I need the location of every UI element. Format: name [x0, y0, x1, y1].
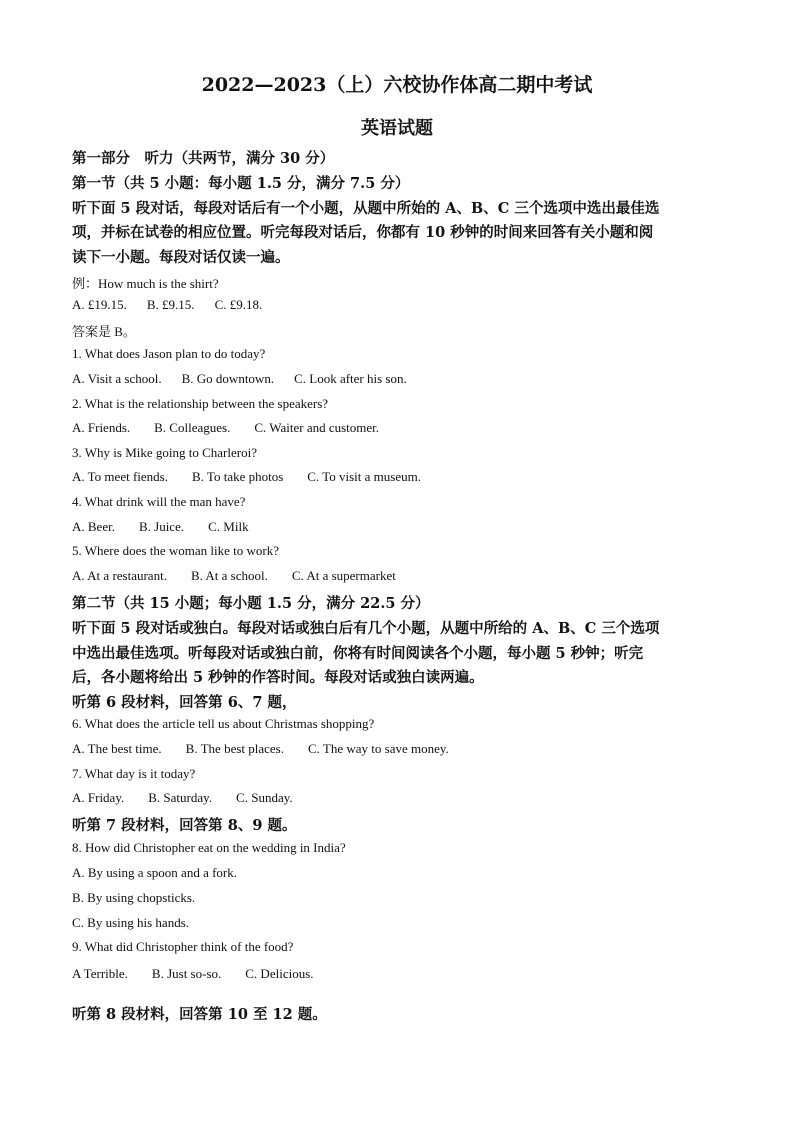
part1-heading: 第一部分 听力（共两节，满分 30 分）: [72, 150, 335, 167]
example-question: 例：How much is the shirt?: [72, 276, 219, 291]
question-5: 5. Where does the woman like to work?: [72, 543, 279, 558]
question-2: 2. What is the relationship between the speakers?: [72, 396, 329, 411]
question-8-option-b: B. By using chopsticks.: [72, 890, 196, 905]
question-8-option-c: C. By using his hands.: [72, 915, 190, 930]
question-1: 1. What does Jason plan to do today?: [72, 346, 266, 361]
option-b: B. Go downtown.: [181, 371, 275, 386]
option-c: C. Look after his son.: [294, 371, 407, 386]
option-a: A. Friends.: [72, 420, 131, 435]
option-b: B. Saturday.: [148, 790, 213, 805]
option-a: A. Friday.: [72, 790, 125, 805]
section2-instruction-line: 中选出最佳选项。听每段对话或独白前，你将有时间阅读各个小题，每小题 5 秒钟；听完: [72, 645, 644, 662]
option-a: A. At a restaurant.: [72, 568, 167, 583]
option-c: C. Waiter and customer.: [254, 420, 380, 435]
section2-instruction-line: 后，各小题将给出 5 秒钟的作答时间。每段对话或独白读两遍。: [72, 669, 484, 686]
option-a: A. To meet fiends.: [72, 469, 168, 484]
material-8-heading: 听第 8 段材料，回答第 10 至 12 题。: [72, 1006, 327, 1023]
section1-instruction-line: 读下一小题。每段对话仅读一遍。: [72, 249, 290, 266]
question-4: 4. What drink will the man have?: [72, 494, 246, 509]
question-7-options: [72, 790, 293, 806]
option-c: C. Delicious.: [245, 966, 314, 981]
question-8: 8. How did Christopher eat on the wedding in India?: [72, 840, 346, 855]
option-b: B. Just so-so.: [151, 966, 222, 981]
option-c: C. £9.18.: [214, 297, 263, 312]
option-c: C. Milk: [208, 519, 249, 534]
question-2-options: [72, 420, 379, 436]
option-c: C. The way to save money.: [308, 741, 449, 756]
option-b: B. At a school.: [190, 568, 268, 583]
option-a: A Terrible.: [72, 966, 128, 981]
question-6-options: [72, 741, 449, 757]
option-b: B. The best places.: [185, 741, 284, 756]
option-c: C. At a supermarket: [291, 568, 396, 583]
option-b: B. Colleagues.: [154, 420, 231, 435]
section1-instruction-line: 听下面 5 段对话，每段对话后有一个小题，从题中所始的 A、B、C 三个选项中选出最佳选: [72, 200, 660, 217]
option-c: C. To visit a museum.: [307, 469, 421, 484]
option-a: A. Visit a school.: [72, 371, 162, 386]
option-b: B. To take photos: [191, 469, 284, 484]
question-5-options: [72, 568, 396, 584]
section1-heading: 第一节（共 5 小题：每小题 1.5 分，满分 7.5 分）: [72, 175, 410, 192]
section2-heading: 第二节（共 15 小题；每小题 1.5 分，满分 22.5 分）: [72, 595, 430, 612]
exam-subtitle: 英语试题: [361, 118, 433, 139]
material-7-heading: 听第 7 段材料，回答第 8、9 题。: [72, 817, 297, 834]
option-a: A. The best time.: [72, 741, 162, 756]
question-9-options: [72, 966, 314, 982]
question-8-option-a: A. By using a spoon and a fork.: [72, 865, 238, 880]
question-6: 6. What does the article tell us about Christmas shopping?: [72, 716, 375, 731]
option-b: B. Juice.: [138, 519, 185, 534]
question-3-options: [72, 469, 421, 485]
option-c: C. Sunday.: [236, 790, 293, 805]
question-4-options: [72, 519, 249, 535]
exam-title: 2022—2023（上）六校协作体高二期中考试: [201, 74, 593, 96]
example-options: [72, 297, 262, 313]
question-9: 9. What did Christopher think of the food?: [72, 939, 294, 954]
question-3: 3. Why is Mike going to Charleroi?: [72, 445, 257, 460]
option-a: A. £19.15.: [72, 297, 127, 312]
material-6-heading: 听第 6 段材料，回答第 6、7 题，: [72, 694, 297, 711]
section1-instruction-line: 项，并标在试卷的相应位置。听完每段对话后，你都有 10 秒钟的时间来回答有关小题和阅: [72, 224, 654, 241]
option-b: B. £9.15.: [146, 297, 195, 312]
option-a: A. Beer.: [72, 519, 115, 534]
question-7: 7. What day is it today?: [72, 766, 196, 781]
question-1-options: [72, 371, 407, 387]
section2-instruction-line: 听下面 5 段对话或独白。每段对话或独白后有几个小题，从题中所给的 A、B、C 三个选项: [72, 620, 660, 637]
example-answer: 答案是 B。: [72, 324, 136, 339]
